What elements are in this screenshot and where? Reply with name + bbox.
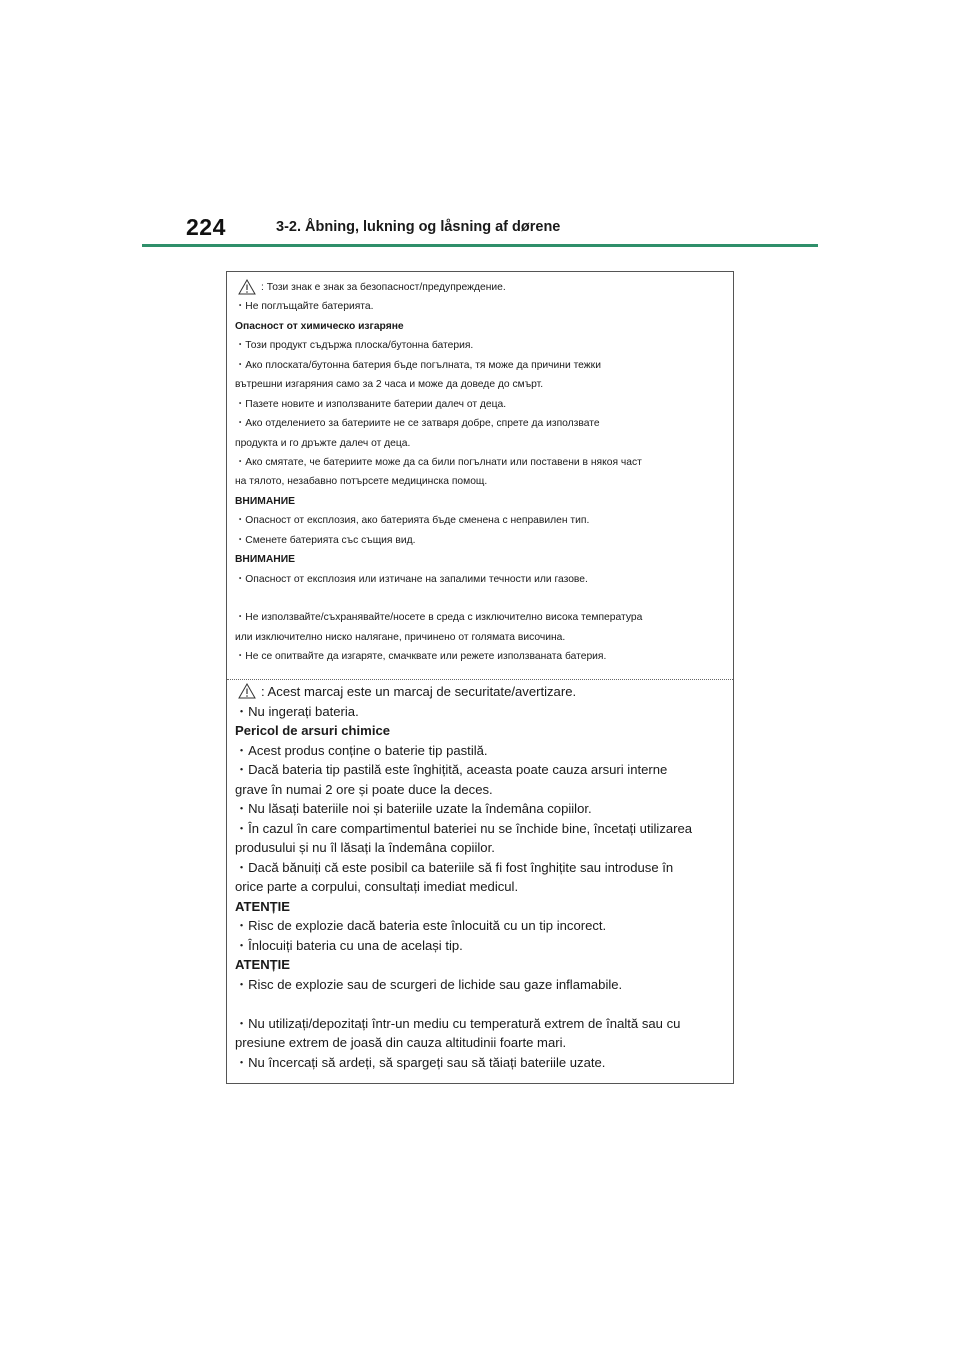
continuation-line: вътрешни изгаряния само за 2 часа и може да доведе до смърт. bbox=[235, 379, 544, 391]
warning-intro-line bbox=[235, 278, 727, 297]
section-divider bbox=[227, 679, 733, 680]
section-heading: Pericol de arsuri chimice bbox=[235, 723, 391, 738]
page-header bbox=[0, 0, 960, 250]
bullet-line: ・Risc de explozie dacă bateria este înlocuită cu un tip incorect. bbox=[235, 918, 607, 933]
continuation-line: на тялото, незабавно потърсете медицинска помощ. bbox=[235, 476, 488, 488]
blank-line bbox=[235, 994, 727, 1014]
bullet-line: ・Nu ingerați bateria. bbox=[235, 703, 359, 719]
section-title: 3-2. Åbning, lukning og låsning af dørene bbox=[276, 219, 561, 235]
section-heading: ATENȚIE bbox=[235, 957, 291, 972]
continuation-line: presiune extrem de joasă din cauza altitudinii foarte mari. bbox=[235, 1035, 567, 1050]
warning-block-bulgarian bbox=[235, 278, 727, 667]
header-rule bbox=[142, 244, 818, 247]
bullet-line: ・Dacă bateria tip pastilă este înghițită, aceasta poate cauza arsuri interne bbox=[235, 762, 668, 777]
bullet-line: ・Този продукт съдържа плоска/бутонна батерия. bbox=[235, 340, 474, 352]
warning-intro-text: : Този знак е знак за безопасност/предупреждение. bbox=[261, 282, 506, 293]
bullet-line: ・Risc de explozie sau de scurgeri de lichide sau gaze inflamabile. bbox=[235, 976, 623, 992]
bullet-line: ・Nu încercați să ardeți, să spargeți sau să tăiați bateriile uzate. bbox=[235, 1054, 606, 1070]
warning-triangle-icon bbox=[238, 279, 256, 295]
continuation-line: grave în numai 2 ore și poate duce la deces. bbox=[235, 781, 493, 797]
section-heading: Опасност от химическо изгаряне bbox=[235, 320, 404, 332]
continuation-line: produsului și nu îl lăsați la îndemâna copiilor. bbox=[235, 840, 495, 855]
warning-intro-text: : Acest marcaj este un marcaj de securitate/avertizare. bbox=[261, 684, 577, 699]
continuation-line: или изключително ниско налягане, причинено от голямата височина. bbox=[235, 631, 566, 643]
bullet-line: ・Înlocuiți bateria cu una de același tip. bbox=[235, 937, 463, 953]
bullet-line: ・Пазете новите и използваните батерии далеч от деца. bbox=[235, 398, 507, 410]
bullet-line: ・Опасност от експлозия, ако батерията бъде сменена с неправилен тип. bbox=[235, 515, 590, 527]
continuation-line: продукта и го дръжте далеч от деца. bbox=[235, 437, 411, 449]
warning-block-romanian bbox=[235, 682, 727, 1072]
bullet-line: ・Ако смятате, че батериите може да са били погълнати или поставени в някоя част bbox=[235, 456, 642, 468]
page-number: 224 bbox=[186, 214, 226, 240]
warning-intro-line bbox=[235, 682, 727, 702]
bullet-line: ・În cazul în care compartimentul bateriei nu se închide bine, încetați utilizarea bbox=[235, 820, 693, 836]
section-heading: ВНИМАНИЕ bbox=[235, 495, 295, 507]
continuation-line: orice parte a corpului, consultați imediat medicul. bbox=[235, 879, 519, 894]
warning-box bbox=[226, 271, 734, 1084]
section-heading: ATENȚIE bbox=[235, 898, 291, 914]
warning-triangle-icon bbox=[238, 683, 256, 699]
bullet-line: ・Сменете батерията със същия вид. bbox=[235, 534, 416, 546]
section-heading: ВНИМАНИЕ bbox=[235, 554, 295, 566]
bullet-line: ・Не се опитвайте да изгаряте, смачквате или режете използваната батерия. bbox=[235, 651, 607, 663]
bullet-line: ・Dacă bănuiți că este posibil ca bateriile să fi fost înghițite sau introduse în bbox=[235, 859, 674, 875]
bullet-line: ・Ако отделението за батериите не се затваря добре, спрете да използвате bbox=[235, 418, 600, 430]
bullet-line: ・Nu lăsați bateriile noi și bateriile uzate la îndemâna copiilor. bbox=[235, 801, 592, 816]
blank-line bbox=[235, 589, 727, 608]
bullet-line: ・Опасност от експлозия или изтичане на запалими течности или газове. bbox=[235, 573, 588, 585]
bullet-line: ・Nu utilizați/depozitați într-un mediu cu temperatură extrem de înaltă sau cu bbox=[235, 1015, 681, 1031]
bullet-line: ・Не използвайте/съхранявайте/носете в среда с изключително висока температура bbox=[235, 612, 643, 624]
bullet-line: ・Acest produs conține o baterie tip pastilă. bbox=[235, 742, 488, 758]
bullet-line: ・Не поглъщайте батерията. bbox=[235, 301, 374, 313]
bullet-line: ・Ако плоската/бутонна батерия бъде погълната, тя може да причини тежки bbox=[235, 359, 601, 371]
